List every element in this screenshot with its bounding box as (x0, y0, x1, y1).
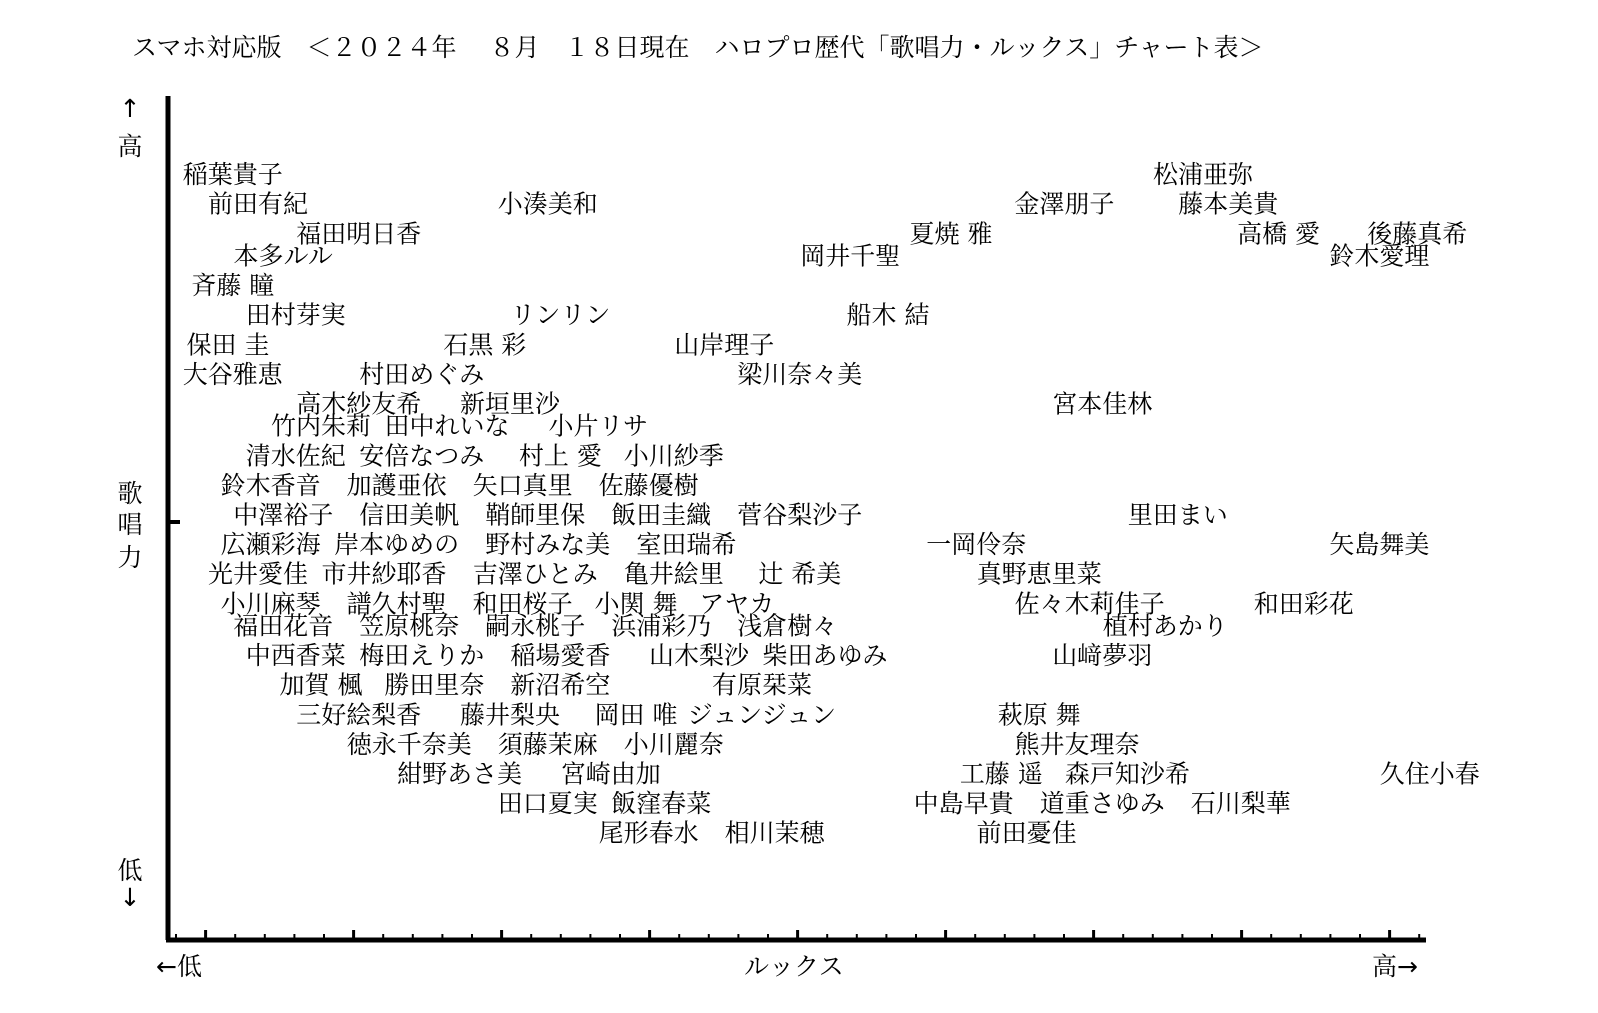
point-label: 浅倉樹々 (737, 611, 838, 641)
point-label: 新沼希空 (510, 670, 611, 700)
point-label: 信田美帆 (359, 500, 460, 530)
point-label: 田口夏実 (497, 789, 598, 819)
point-label: 岡田 唯 (594, 700, 678, 730)
point-label: 真野恵里菜 (976, 559, 1102, 589)
x-low-label: ←低 (156, 952, 202, 981)
y-high-label: 高 (117, 132, 143, 161)
point-label: 須藤茉麻 (497, 729, 598, 759)
y-axis-label-2: 唱 (117, 510, 143, 539)
point-label: 小川麻琴 (220, 589, 321, 619)
point-label: 嗣永桃子 (485, 611, 586, 641)
point-label: 鈴木香音 (220, 470, 321, 500)
point-label: 本多ルル (233, 241, 333, 271)
point-label: 尾形春水 (598, 818, 699, 848)
point-label: 菅谷梨沙子 (737, 500, 863, 530)
point-label: 山岸理子 (674, 330, 775, 360)
point-label: 三好絵梨香 (296, 700, 422, 730)
point-label: 中西香菜 (245, 641, 346, 671)
point-label: 小湊美和 (497, 189, 598, 219)
point-label: 船木 結 (846, 300, 930, 330)
y-axis-label-1: 歌 (117, 479, 143, 508)
point-label: 徳永千奈美 (346, 729, 472, 759)
point-label: 辻 希美 (758, 559, 842, 589)
point-label: リンリン (510, 300, 611, 330)
point-label: 高木紗友希 (296, 389, 422, 419)
point-label: 熊井友理奈 (1014, 729, 1140, 759)
point-label: 道重さゆみ (1039, 789, 1165, 819)
point-label: 紺野あさ美 (397, 759, 523, 789)
point-label: 里田まい (1127, 500, 1228, 530)
point-label: 梅田えりか (359, 641, 485, 671)
point-label: 安倍なつみ (359, 441, 485, 471)
point-label: 柴田あゆみ (762, 641, 888, 671)
point-label: 野村みな美 (485, 530, 611, 560)
point-label: 笠原桃奈 (359, 611, 460, 641)
point-label: 金澤朋子 (1014, 189, 1115, 219)
point-label: 譜久村聖 (346, 589, 447, 619)
point-label: 矢口真里 (472, 470, 573, 500)
point-label: 飯田圭織 (611, 500, 712, 530)
point-label: アヤカ (699, 589, 775, 619)
point-label: 勝田里奈 (384, 670, 485, 700)
point-label: 小川麗奈 (623, 729, 724, 759)
point-label: 有原栞菜 (711, 670, 813, 700)
point-label: 竹内朱莉 (270, 411, 372, 441)
point-label: 岡井千聖 (800, 241, 901, 271)
x-axis-label: ルックス (744, 952, 844, 981)
point-label: 亀井絵里 (623, 559, 724, 589)
point-label: 大谷雅恵 (182, 359, 283, 389)
point-label: 石黒 彩 (443, 330, 527, 360)
point-label: 和田彩花 (1253, 589, 1354, 619)
point-label: 広瀬彩海 (220, 530, 321, 560)
point-label: 田村芽実 (245, 300, 346, 330)
point-label: 加護亜依 (346, 470, 447, 500)
point-label: 岸本ゆめの (334, 530, 460, 560)
point-label: 稲場愛香 (510, 641, 611, 671)
point-label: 小片リサ (548, 411, 648, 441)
point-label: 村田めぐみ (359, 359, 485, 389)
x-high-label: 高→ (1372, 952, 1418, 981)
point-label: 久住小春 (1379, 759, 1480, 789)
point-label: 稲葉貴子 (182, 160, 283, 190)
y-axis-label-3: 力 (117, 543, 143, 572)
point-label: 福田明日香 (296, 219, 422, 249)
point-label: 新垣里沙 (459, 389, 561, 419)
point-label: 松浦亜弥 (1152, 160, 1254, 190)
point-label: 相川茉穂 (724, 818, 825, 848)
point-label: 加賀 楓 (279, 670, 363, 700)
point-label: 山木梨沙 (648, 641, 750, 671)
point-label: 夏焼 雅 (909, 219, 993, 249)
data-labels (183, 160, 1480, 848)
point-label: 高橋 愛 (1237, 219, 1321, 249)
point-label: 中島早貴 (913, 789, 1014, 819)
point-label: 藤井梨央 (459, 700, 561, 730)
point-label: 植村あかり (1102, 611, 1228, 641)
y-low-label: 低 (117, 856, 143, 885)
point-label: ジュンジュン (687, 700, 837, 730)
point-label: 佐々木莉佳子 (1014, 589, 1165, 619)
point-label: 和田桜子 (472, 589, 573, 619)
point-label: 前田有紀 (207, 189, 309, 219)
point-label: 室田瑞希 (636, 530, 737, 560)
point-label: 工藤 遥 (959, 759, 1043, 789)
point-label: 鈴木愛理 (1329, 241, 1430, 271)
point-label: 浜浦彩乃 (611, 611, 712, 641)
point-label: 宮本佳林 (1052, 389, 1153, 419)
point-label: 一岡伶奈 (926, 530, 1027, 560)
point-label: 田中れいな (384, 411, 510, 441)
point-label: 前田憂佳 (976, 818, 1077, 848)
point-label: 斉藤 瞳 (191, 271, 275, 301)
point-label: 森戸知沙希 (1064, 759, 1190, 789)
point-label: 中澤裕子 (233, 500, 334, 530)
y-low-arrow: ↓ (119, 883, 141, 912)
point-label: 山﨑夢羽 (1052, 641, 1153, 671)
point-label: 宮崎由加 (560, 759, 661, 789)
point-label: 清水佐紀 (245, 441, 346, 471)
point-label: 藤本美貴 (1178, 189, 1279, 219)
point-label: 石川梨華 (1190, 789, 1291, 819)
point-label: 飯窪春菜 (611, 789, 712, 819)
point-label: 福田花音 (233, 611, 334, 641)
point-label: 後藤真希 (1367, 219, 1468, 249)
point-label: 保田 圭 (186, 330, 270, 360)
point-label: 小関 舞 (594, 589, 678, 619)
chart-title: スマホ対応版 ＜２０２４年 ８月 １８日現在 ハロプロ歴代「歌唱力・ルックス」チャート表＞ (132, 33, 1264, 62)
point-label: 鞘師里保 (485, 500, 586, 530)
point-label: 梁川奈々美 (737, 359, 863, 389)
y-high-arrow: ↑ (119, 94, 141, 123)
point-label: 吉澤ひとみ (472, 559, 598, 589)
point-label: 市井紗耶香 (321, 559, 447, 589)
point-label: 光井愛佳 (207, 559, 309, 589)
point-label: 矢島舞美 (1329, 530, 1430, 560)
point-label: 小川紗季 (623, 441, 724, 471)
point-label: 萩原 舞 (997, 700, 1081, 730)
point-label: 村上 愛 (518, 441, 602, 471)
point-label: 佐藤優樹 (598, 470, 699, 500)
